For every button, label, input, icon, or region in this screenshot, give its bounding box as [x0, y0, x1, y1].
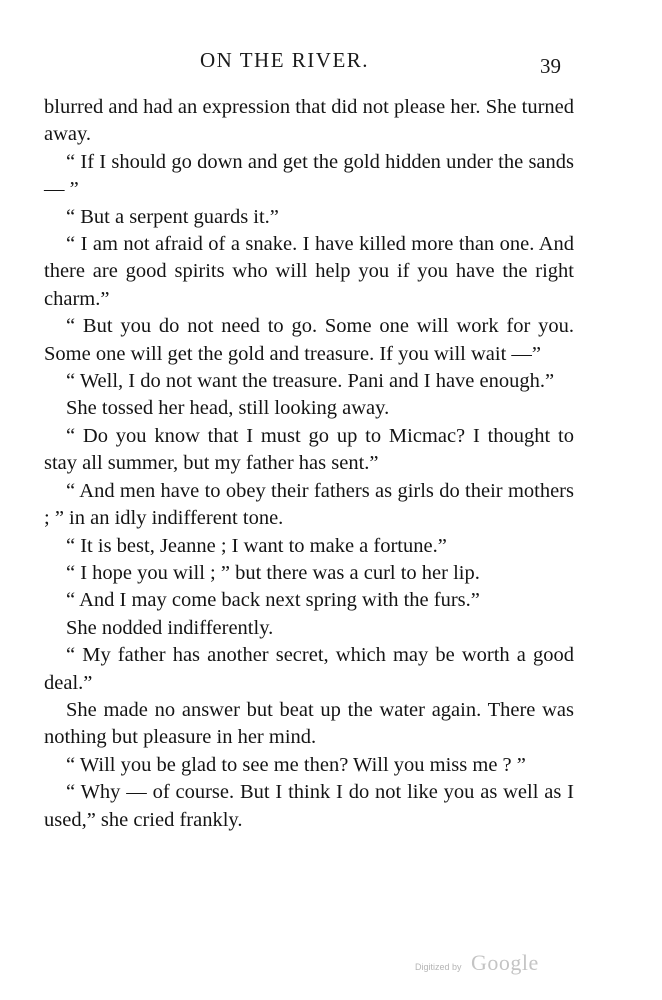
- paragraph: “ Why — of course. But I think I do not like you as well as I used,” she cried frankly.: [44, 781, 574, 831]
- paragraph: “ Do you know that I must go up to Micmac? I thought to stay all summer, but my father has sent.”: [44, 424, 574, 475]
- running-title: ON THE RIVER.: [200, 48, 370, 72]
- paragraph: “ If I should go down and get the gold hidden under the sands — ”: [44, 150, 574, 201]
- paragraph: “ Well, I do not want the treasure. Pani and I have enough.”: [66, 370, 555, 393]
- paragraph: “ And I may come back next spring with the furs.”: [66, 589, 480, 612]
- paragraph: “ But a serpent guards it.”: [66, 205, 279, 228]
- paragraph: “ My father has another secret, which may be worth a good deal.”: [44, 644, 574, 694]
- paragraph: She made no answer but beat up the water again. There was nothing but pleasure in her mind.: [44, 698, 574, 749]
- paragraph: “ But you do not need to go. Some one will work for you. Some one will get the gold and treasure. If you will wait —”: [44, 315, 574, 365]
- body-text: [44, 94, 574, 834]
- digitized-by-google-watermark: [415, 950, 575, 980]
- paragraph-continuation: blurred and had an expression that did not please her. She turned away.: [44, 96, 574, 146]
- paragraph: She tossed her head, still looking away.: [66, 397, 390, 420]
- paragraph: “ And men have to obey their fathers as girls do their mothers ; ” in an idly indifferent tone.: [44, 479, 574, 530]
- paragraph: “ I am not afraid of a snake. I have killed more than one. And there are good spirits who will help you if you have the right charm.”: [44, 233, 574, 310]
- paragraph: “ It is best, Jeanne ; I want to make a fortune.”: [66, 534, 447, 557]
- page-number: 39: [540, 54, 561, 78]
- watermark-prefix: Digitized by: [415, 962, 462, 972]
- paragraph: She nodded indifferently.: [66, 616, 274, 639]
- running-head: [0, 48, 662, 80]
- google-logo: Google: [471, 950, 539, 975]
- paragraph: “ Will you be glad to see me then? Will you miss me ? ”: [66, 753, 526, 776]
- paragraph: “ I hope you will ; ” but there was a curl to her lip.: [66, 561, 480, 584]
